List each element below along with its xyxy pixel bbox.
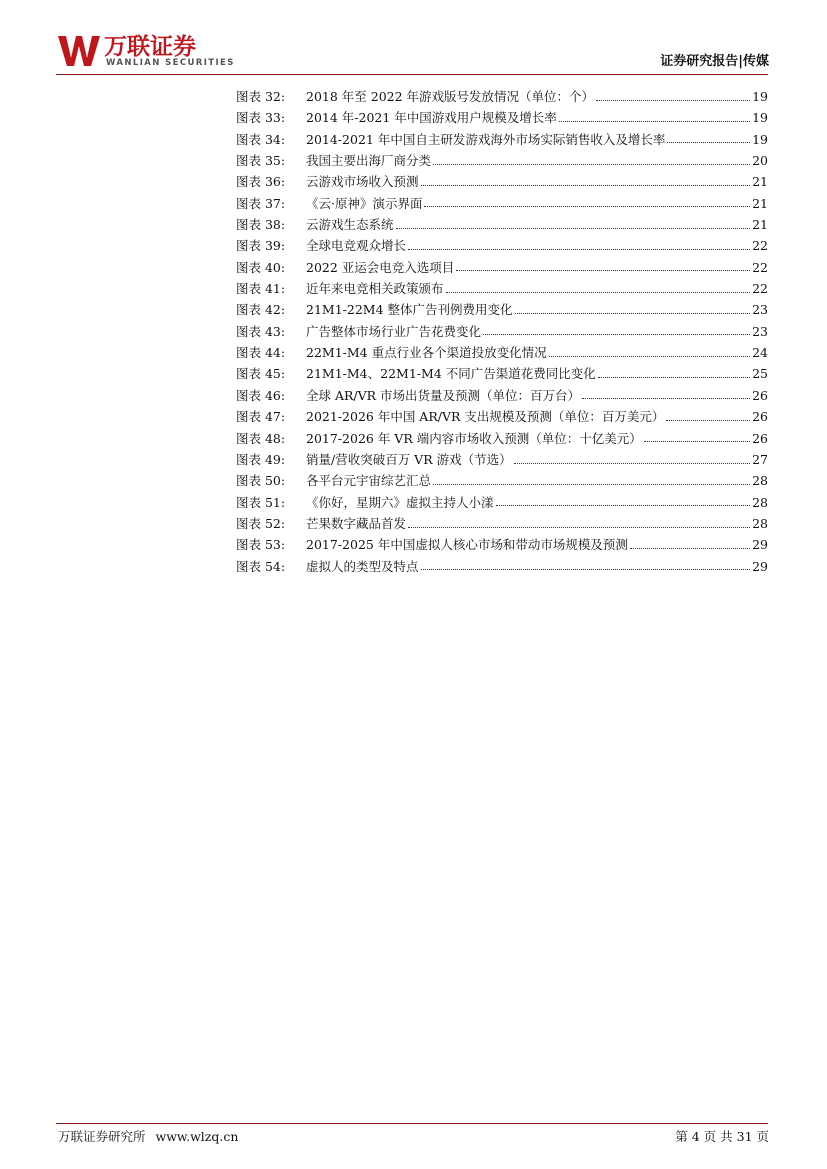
toc-entry[interactable] [236, 193, 768, 214]
toc-dot-leader [496, 504, 751, 506]
toc-figure-number: 图表 54: [236, 558, 286, 574]
toc-figure-title: 我国主要出海厂商分类 [306, 153, 432, 169]
toc-page-number: 23 [752, 302, 768, 318]
toc-figure-title: 广告整体市场行业广告花费变化 [306, 323, 482, 339]
toc-page-number: 28 [752, 494, 768, 510]
toc-page-number: 25 [752, 366, 768, 382]
toc-page-number: 28 [752, 515, 768, 531]
toc-page-number: 26 [752, 430, 768, 446]
toc-figure-number: 图表 38: [236, 217, 286, 233]
toc-figure-title: 近年来电竞相关政策颁布 [306, 281, 444, 297]
toc-figure-number: 图表 43: [236, 323, 286, 339]
toc-entry[interactable] [236, 214, 768, 235]
toc-page-number: 23 [752, 323, 768, 339]
toc-entry[interactable] [236, 107, 768, 128]
toc-figure-number: 图表 44: [236, 345, 286, 361]
toc-entry[interactable] [236, 299, 768, 320]
toc-figure-title: 《云·原神》演示界面 [306, 195, 423, 211]
toc-dot-leader [514, 462, 750, 464]
toc-entry[interactable] [236, 342, 768, 363]
toc-page-number: 27 [752, 451, 768, 467]
toc-dot-leader [582, 397, 750, 399]
toc-dot-leader [549, 355, 750, 357]
toc-figure-title: 《你好，星期六》虚拟主持人小漾 [306, 494, 494, 510]
toc-figure-title: 2018 年至 2022 年游戏版号发放情况（单位：个） [306, 89, 595, 104]
toc-figure-title: 虚拟人的类型及特点 [306, 558, 419, 574]
toc-entry[interactable] [236, 428, 768, 449]
toc-page-number: 22 [752, 238, 768, 254]
toc-figure-number: 图表 48: [236, 430, 286, 446]
toc-dot-leader [396, 227, 751, 229]
toc-figure-title: 2014 年-2021 年中国游戏用户规模及增长率 [306, 110, 557, 126]
footer-source [58, 1128, 244, 1146]
toc-entry[interactable] [236, 129, 768, 150]
toc-figure-number: 图表 36: [236, 174, 286, 190]
toc-page-number: 26 [752, 409, 768, 425]
toc-dot-leader [644, 440, 750, 442]
toc-dot-leader [421, 184, 751, 186]
toc-entry[interactable] [236, 363, 768, 384]
toc-figure-number: 图表 35: [236, 153, 286, 169]
header-divider [56, 74, 768, 75]
toc-dot-leader [408, 526, 750, 528]
toc-entry[interactable] [236, 278, 768, 299]
toc-entry[interactable] [236, 534, 768, 555]
toc-figure-title: 各平台元宇宙综艺汇总 [306, 473, 432, 489]
toc-figure-title: 云游戏市场收入预测 [306, 174, 419, 190]
toc-dot-leader [446, 291, 751, 293]
toc-page-number: 20 [752, 153, 768, 169]
toc-dot-leader [596, 99, 750, 101]
toc-page-number: 24 [752, 345, 768, 361]
toc-figure-title: 21M1-22M4 整体广告刊例费用变化 [306, 302, 513, 318]
toc-page-number: 19 [752, 110, 768, 126]
toc-entry[interactable] [236, 449, 768, 470]
page-number: 第 4 页 共 31 页 [675, 1129, 769, 1144]
toc-entry[interactable] [236, 150, 768, 171]
toc-page-number: 22 [752, 259, 768, 275]
toc-dot-leader [630, 547, 750, 549]
wanlian-w-logo-icon [58, 34, 102, 68]
toc-figure-title: 2017-2025 年中国虚拟人核心市场和带动市场规模及预测 [306, 537, 628, 553]
toc-dot-leader [483, 333, 750, 335]
toc-dot-leader [424, 205, 750, 207]
toc-figure-title: 2022 亚运会电竞入选项目 [306, 259, 455, 275]
toc-dot-leader [421, 568, 751, 570]
toc-dot-leader [666, 419, 750, 421]
toc-page-number: 29 [752, 537, 768, 553]
logo-english-name: WANLIAN SECURITIES [106, 58, 235, 68]
toc-dot-leader [598, 376, 750, 378]
toc-figure-number: 图表 37: [236, 195, 286, 211]
toc-entry[interactable] [236, 86, 768, 107]
toc-entry[interactable] [236, 470, 768, 491]
toc-page-number: 22 [752, 281, 768, 297]
toc-page-number: 26 [752, 387, 768, 403]
toc-entry[interactable] [236, 492, 768, 513]
toc-page-number: 21 [752, 195, 768, 211]
toc-dot-leader [559, 120, 750, 122]
toc-page-number: 21 [752, 174, 768, 190]
toc-page-number: 19 [752, 131, 768, 147]
toc-figure-number: 图表 39: [236, 238, 286, 254]
toc-figure-title: 2014-2021 年中国自主研发游戏海外市场实际销售收入及增长率 [306, 131, 666, 147]
toc-page-number: 21 [752, 217, 768, 233]
footer-company: 万联证券研究所 [58, 1129, 146, 1144]
toc-entry[interactable] [236, 556, 768, 577]
toc-entry[interactable] [236, 321, 768, 342]
toc-figure-number: 图表 34: [236, 131, 286, 147]
toc-figure-number: 图表 52: [236, 515, 286, 531]
toc-entry[interactable] [236, 257, 768, 278]
toc-entry[interactable] [236, 406, 768, 427]
company-logo [58, 34, 298, 74]
toc-figure-number: 图表 41: [236, 281, 286, 297]
toc-figure-number: 图表 40: [236, 259, 286, 275]
toc-dot-leader [667, 141, 750, 143]
toc-figure-number: 图表 50: [236, 473, 286, 489]
toc-figure-number: 图表 53: [236, 537, 286, 553]
toc-dot-leader [433, 483, 750, 485]
footer-divider [56, 1123, 768, 1124]
toc-dot-leader [408, 248, 750, 250]
toc-entry[interactable] [236, 513, 768, 534]
toc-entry[interactable] [236, 171, 768, 192]
toc-dot-leader [456, 269, 750, 271]
toc-dot-leader [515, 312, 751, 314]
toc-figure-title: 全球 AR/VR 市场出货量及预测（单位：百万台） [306, 387, 581, 403]
toc-figure-number: 图表 32: [236, 89, 286, 104]
toc-figure-title: 全球电竞观众增长 [306, 238, 407, 254]
toc-dot-leader [433, 163, 750, 165]
toc-figure-number: 图表 46: [236, 387, 286, 403]
toc-entry[interactable] [236, 385, 768, 406]
logo-chinese-name: 万联证券 [104, 34, 196, 60]
toc-figure-title: 21M1-M4、22M1-M4 不同广告渠道花费同比变化 [306, 366, 596, 382]
figure-index-list [236, 86, 768, 577]
toc-figure-number: 图表 42: [236, 302, 286, 318]
report-category: 证券研究报告|传媒 [660, 54, 769, 69]
toc-figure-title: 2021-2026 年中国 AR/VR 支出规模及预测（单位：百万美元） [306, 409, 665, 425]
page-header [0, 0, 827, 80]
toc-page-number: 19 [752, 89, 768, 104]
toc-page-number: 28 [752, 473, 768, 489]
toc-figure-title: 22M1-M4 重点行业各个渠道投放变化情况 [306, 345, 547, 361]
toc-figure-number: 图表 47: [236, 409, 286, 425]
toc-figure-title: 销量/营收突破百万 VR 游戏（节选） [306, 451, 512, 467]
toc-figure-number: 图表 51: [236, 494, 286, 510]
toc-figure-title: 2017-2026 年 VR 端内容市场收入预测（单位：十亿美元） [306, 430, 642, 446]
toc-figure-title: 云游戏生态系统 [306, 217, 394, 233]
toc-entry[interactable] [236, 235, 768, 256]
toc-figure-number: 图表 49: [236, 451, 286, 467]
toc-figure-title: 芒果数字藏品首发 [306, 515, 407, 531]
footer-website-link[interactable]: www.wlzq.cn [155, 1129, 239, 1144]
toc-figure-number: 图表 45: [236, 366, 286, 382]
toc-figure-number: 图表 33: [236, 110, 286, 126]
toc-page-number: 29 [752, 558, 768, 574]
